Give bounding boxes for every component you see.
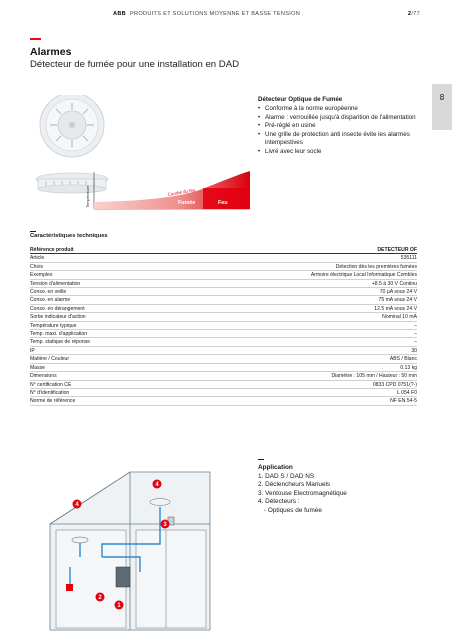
table-row: [30, 263, 417, 271]
row-value: ABS / Blanc: [389, 356, 417, 363]
page-title: Alarmes: [30, 46, 72, 58]
table-row: [30, 288, 417, 296]
row-label: Temp. statique de réponse: [30, 339, 91, 346]
table-row: [30, 271, 417, 279]
chapter-tab-label: 03: [438, 93, 445, 101]
row-value: +8.5 à 30 V Continu: [371, 280, 417, 287]
table-row: [30, 296, 417, 304]
table-row: [30, 330, 417, 338]
row-label: Sortie indicateur d'action: [30, 314, 86, 321]
row-label: Conso. en dérangement: [30, 305, 85, 312]
row-label: Conso. en alarme: [30, 297, 71, 304]
specs-table: [30, 246, 417, 406]
row-label: Norme de référence: [30, 398, 76, 405]
table-row: [30, 254, 417, 262]
row-value: 0833 CPD 0751(?-): [372, 381, 417, 388]
table-row: [30, 389, 417, 397]
chart-annotation: Courbe du feu: [167, 187, 196, 197]
table-row: [30, 364, 417, 372]
page-number: 2/77: [407, 11, 420, 17]
chapter-tab[interactable]: [432, 84, 452, 130]
application-item: 4. Détecteurs :: [258, 498, 300, 506]
table-row: [30, 280, 417, 288]
dad-unit: [116, 567, 130, 587]
svg-text:4: 4: [75, 502, 79, 508]
row-value: 70 µA sous 24 V: [379, 289, 417, 296]
row-value: Nominal 10 mA: [382, 314, 417, 321]
row-value: 12.5 mA sous 24 V: [374, 305, 417, 312]
svg-text:1: 1: [117, 603, 121, 609]
features-list: [258, 105, 418, 157]
row-label: Article: [30, 255, 45, 262]
row-value: Armoire électrique Local Informatique Combles: [310, 272, 417, 279]
svg-text:3: 3: [163, 522, 167, 528]
application-title: Application: [258, 464, 293, 471]
application-item: 1. DAD S / DAD NS: [258, 472, 315, 480]
zone-label-smoke: Fumée: [178, 200, 196, 206]
feature-item: • Pré-réglé en usine: [258, 122, 418, 131]
row-label: Exemples: [30, 272, 53, 279]
row-value: NF EN 54-5: [390, 398, 417, 405]
chart-ylabel: Température: [85, 185, 90, 208]
row-label: N° d'identification: [30, 389, 70, 396]
row-label: Température typique: [30, 322, 77, 329]
svg-text:4: 4: [155, 482, 159, 488]
application-accent-dash: [258, 459, 264, 460]
row-label: N° certification CE: [30, 381, 72, 388]
application-panel: [258, 464, 418, 516]
features-title: Détecteur Optique de Fumée: [258, 96, 343, 103]
table-row: [30, 313, 417, 321]
row-label: Dimensions: [30, 373, 57, 380]
specs-title: Caractéristiques techniques: [30, 233, 108, 239]
row-value: –: [414, 331, 417, 338]
table-row: [30, 347, 417, 355]
row-label: IP: [30, 347, 35, 354]
row-label: Masse: [30, 364, 46, 371]
row-value: –: [414, 339, 417, 346]
row-label: Temp. maxi. d'application: [30, 331, 88, 338]
application-sub-item-label: Optiques de fumée: [267, 506, 322, 514]
row-value: –: [414, 322, 417, 329]
feature-item: • Une grille de protection anti insecte évite les alarmes intempestives: [258, 131, 418, 148]
feature-item: • Livré avec leur socle: [258, 148, 418, 157]
row-label: Choix: [30, 263, 44, 270]
table-row: [30, 397, 417, 405]
application-item: 3. Ventouse Electromagnétique: [258, 489, 347, 497]
zone-label-fire: Feu: [218, 200, 228, 206]
application-item: 2. Déclencheurs Manuels: [258, 481, 331, 489]
row-label: Matière / Couleur: [30, 356, 70, 363]
table-row: [30, 322, 417, 330]
installation-diagram: [40, 452, 230, 632]
specs-header-value: DETECTEUR OF: [377, 247, 417, 253]
table-row: [30, 338, 417, 346]
fire-curve-chart: [80, 168, 255, 213]
row-value: 0.13 kg: [400, 364, 417, 371]
table-row: [30, 355, 417, 363]
specs-header-label: Référence produit: [30, 247, 74, 253]
manual-call-point: [66, 584, 73, 591]
brand-logo: ABB: [113, 11, 127, 17]
features-panel: [258, 96, 418, 157]
feature-item: • Alarme : verrouillée jusqu'à disparition de l'alimentation: [258, 114, 418, 123]
table-row: [30, 305, 417, 313]
row-value: 75 mA sous 24 V: [378, 297, 417, 304]
application-sub-item: - Optiques de fumée: [264, 506, 322, 514]
title-accent-dash: [30, 38, 41, 40]
row-value: 30: [411, 347, 417, 354]
row-value: Détection dès les premières fumées: [335, 263, 417, 270]
specs-header-row: [30, 246, 417, 254]
row-value: L 054 F0: [397, 389, 417, 396]
specs-accent-dash: [30, 231, 36, 232]
table-row: [30, 372, 417, 380]
page-subtitle: Détecteur de fumée pour une installation en DAD: [30, 59, 240, 70]
svg-text:2: 2: [98, 595, 102, 601]
detector-top-view: [40, 95, 104, 157]
row-label: Conso. en veille: [30, 289, 67, 296]
table-row: [30, 381, 417, 389]
page-header: [0, 10, 452, 22]
row-value: Diamètre : 105 mm / Hauteur : 50 mm: [331, 373, 417, 380]
row-value: 535111: [400, 255, 417, 262]
feature-item: • Conforme à la norme européenne: [258, 105, 418, 114]
header-section: PRODUITS ET SOLUTIONS MOYENNE ET BASSE TENSION: [130, 11, 301, 17]
row-label: Tension d'alimentation: [30, 280, 81, 287]
